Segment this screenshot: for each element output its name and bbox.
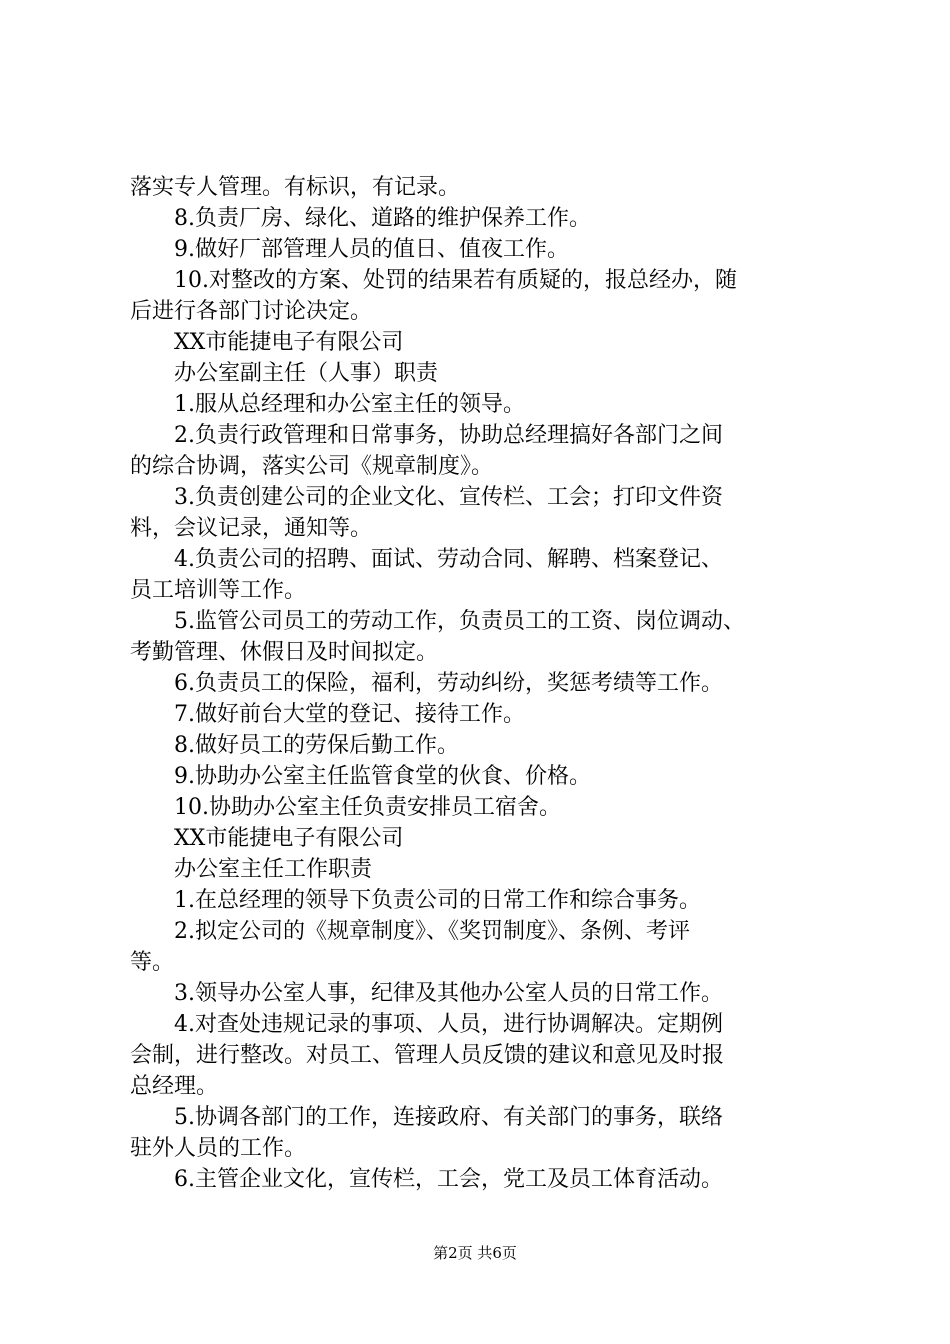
- text-line: 6.主管企业文化，宣传栏，工会，党工及员工体育活动。: [174, 1167, 723, 1192]
- text-line: 料，会议记录，通知等。: [130, 516, 373, 541]
- text-line: 的综合协调，落实公司《规章制度》。: [130, 454, 494, 479]
- text-line: 1.服从总经理和办公室主任的领导。: [174, 392, 525, 417]
- page-footer: 第2页 共6页: [433, 1244, 517, 1262]
- text-line: 8.负责厂房、绿化、道路的维护保养工作。: [174, 206, 591, 231]
- text-line: 2.拟定公司的《规章制度》、《奖罚制度》、条例、考评: [174, 919, 690, 944]
- text-line: 5.监管公司员工的劳动工作，负责员工的工资、岗位调动、: [174, 609, 745, 634]
- text-line: 4.负责公司的招聘、面试、劳动合同、解聘、档案登记、: [174, 547, 723, 572]
- text-line: 会制，进行整改。对员工、管理人员反馈的建议和意见及时报: [130, 1043, 725, 1068]
- text-line: 7.做好前台大堂的登记、接待工作。: [174, 702, 525, 727]
- text-line: 6.负责员工的保险，福利，劳动纠纷，奖惩考绩等工作。: [174, 671, 723, 696]
- text-line: 办公室主任工作职责: [174, 857, 373, 882]
- text-line: 办公室副主任（人事）职责: [174, 361, 439, 386]
- text-line: 8.做好员工的劳保后勤工作。: [174, 733, 459, 758]
- text-line: 5.协调各部门的工作，连接政府、有关部门的事务，联络: [174, 1105, 723, 1130]
- document-body: [130, 172, 835, 1195]
- text-line: 总经理。: [130, 1074, 219, 1099]
- text-line: 驻外人员的工作。: [130, 1136, 307, 1161]
- text-line: 员工培训等工作。: [130, 578, 307, 603]
- text-line: 10.协助办公室主任负责安排员工宿舍。: [174, 795, 561, 820]
- text-line: 1.在总经理的领导下负责公司的日常工作和综合事务。: [174, 888, 701, 913]
- text-line: XX市能捷电子有限公司: [174, 330, 404, 355]
- text-line: 10.对整改的方案、处罚的结果若有质疑的，报总经办，随: [174, 268, 737, 293]
- text-line: 后进行各部门讨论决定。: [130, 299, 373, 324]
- text-line: 3.领导办公室人事，纪律及其他办公室人员的日常工作。: [174, 981, 723, 1006]
- text-line: 考勤管理、休假日及时间拟定。: [130, 640, 439, 665]
- text-line: XX市能捷电子有限公司: [174, 826, 404, 851]
- text-line: 2.负责行政管理和日常事务，协助总经理搞好各部门之间: [174, 423, 723, 448]
- text-line: 9.协助办公室主任监管食堂的伙食、价格。: [174, 764, 591, 789]
- text-line: 3.负责创建公司的企业文化、宣传栏、工会；打印文件资: [174, 485, 723, 510]
- text-line: 落实专人管理。有标识，有记录。: [130, 175, 461, 200]
- text-line: 9.做好厂部管理人员的值日、值夜工作。: [174, 237, 569, 262]
- text-line: 等。: [130, 950, 175, 975]
- text-line: 4.对查处违规记录的事项、人员，进行协调解决。定期例: [174, 1012, 723, 1037]
